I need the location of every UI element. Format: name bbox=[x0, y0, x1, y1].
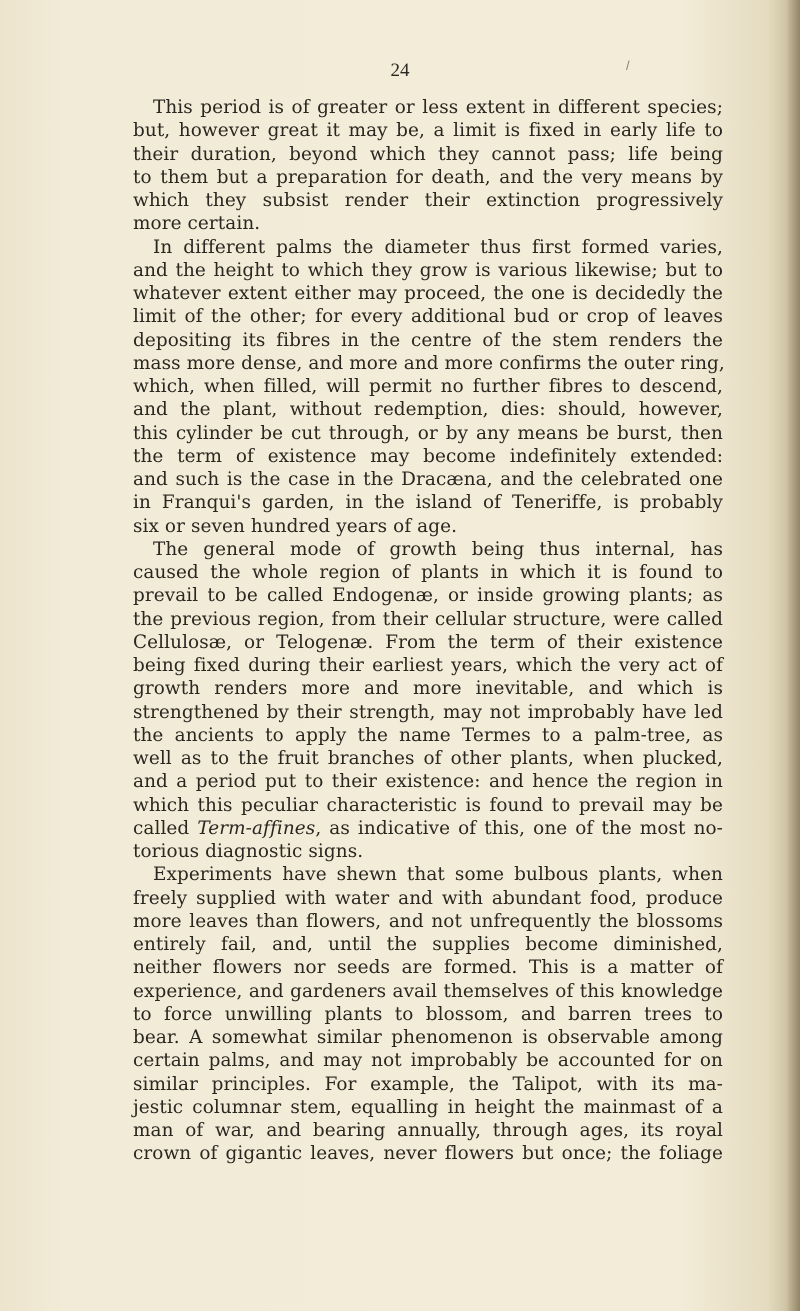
text-line: to force unwilling plants to blossom, and barren trees to bbox=[133, 1003, 723, 1025]
text-line: more leaves than flowers, and not unfrequently the blossoms bbox=[133, 910, 723, 932]
text-line: man of war, and bearing annually, through ages, its royal bbox=[133, 1120, 723, 1141]
text-line: depositing its fibres in the centre of the stem renders the bbox=[133, 329, 723, 351]
page-edge-shadow bbox=[786, 0, 800, 1311]
body-text bbox=[133, 96, 723, 1166]
text-line: experience, and gardeners avail themselves of this knowledge bbox=[133, 980, 723, 1002]
paragraph bbox=[133, 96, 723, 236]
page-number: 24 bbox=[390, 60, 410, 81]
text-line: crown of gigantic leaves, never flowers but once; the foliage bbox=[133, 1143, 723, 1165]
text-line: the term of existence may become indefinitely extended: bbox=[133, 445, 723, 467]
text-line: but, however great it may be, a limit is fixed in early life to bbox=[133, 120, 723, 142]
text-line: and the plant, without redemption, dies: should, however, bbox=[133, 399, 723, 421]
text-line: which this peculiar characteristic is found to prevail may be bbox=[133, 794, 723, 816]
text-line: growth renders more and more inevitable, and which is bbox=[133, 678, 723, 700]
text-line: more certain. bbox=[133, 213, 261, 235]
text-line: freely supplied with water and with abundant food, produce bbox=[133, 887, 723, 909]
paragraph bbox=[133, 236, 723, 538]
paragraph bbox=[133, 863, 723, 1165]
italic-term: Term-affines bbox=[197, 817, 316, 839]
text-line: six or seven hundred years of age. bbox=[133, 515, 458, 537]
text-line: called Term-affines, as indicative of this, one of the most no- bbox=[133, 817, 723, 839]
text-line: the ancients to apply the name Termes to a palm-tree, as bbox=[133, 724, 723, 746]
text-line: their duration, beyond which they cannot pass; life being bbox=[133, 143, 723, 165]
text-line: This period is of greater or less extent in different species; bbox=[153, 97, 723, 118]
text-line: bear. A somewhat similar phenomenon is observable among bbox=[133, 1027, 723, 1048]
text-line: jestic columnar stem, equalling in height the mainmast of a bbox=[133, 1096, 723, 1118]
text-line: strengthened by their strength, may not improbably have led bbox=[133, 701, 723, 723]
text-line: this cylinder be cut through, or by any means be burst, then bbox=[133, 422, 723, 444]
text-line: to them but a preparation for death, and the very means by bbox=[133, 166, 723, 188]
text-line: well as to the fruit branches of other plants, when plucked, bbox=[133, 748, 723, 769]
text-line: similar principles. For example, the Talipot, with its ma- bbox=[133, 1073, 723, 1095]
text-line: which they subsist render their extinction progressively bbox=[133, 190, 723, 211]
text-line: Cellulosæ, or Telogenæ. From the term of their existence bbox=[133, 631, 723, 653]
text-line: and the height to which they grow is various likewise; but to bbox=[133, 259, 723, 281]
text-line: torious diagnostic signs. bbox=[133, 841, 364, 862]
pencil-mark: / bbox=[626, 58, 630, 73]
text-line: Experiments have shewn that some bulbous plants, when bbox=[153, 864, 723, 886]
text-line: whatever extent either may proceed, the one is decidedly the bbox=[133, 283, 723, 304]
text-line: and such is the case in the Dracæna, and the celebrated one bbox=[133, 469, 723, 490]
text-line: being fixed during their earliest years, which the very act of bbox=[133, 655, 723, 676]
text-line: The general mode of growth being thus internal, has bbox=[153, 538, 723, 560]
text-line: entirely fail, and, until the supplies become diminished, bbox=[133, 934, 723, 955]
text-line: neither flowers nor seeds are formed. This is a matter of bbox=[133, 957, 723, 979]
text-line: certain palms, and may not improbably be accounted for on bbox=[133, 1050, 723, 1072]
text-line: mass more dense, and more and more confirms the outer ring, bbox=[133, 352, 725, 374]
text-line: In different palms the diameter thus first formed varies, bbox=[153, 236, 723, 258]
text-line: prevail to be called Endogenæ, or inside growing plants; as bbox=[133, 585, 723, 607]
text-line: caused the whole region of plants in which it is found to bbox=[133, 562, 723, 583]
paragraph bbox=[133, 538, 723, 864]
text-line: which, when filled, will permit no further fibres to descend, bbox=[133, 376, 723, 397]
text-line: in Franqui's garden, in the island of Teneriffe, is probably bbox=[133, 492, 723, 514]
text-line: limit of the other; for every additional bud or crop of leaves bbox=[133, 306, 723, 328]
text-line: and a period put to their existence: and hence the region in bbox=[133, 771, 723, 793]
text-line: the previous region, from their cellular structure, were called bbox=[133, 608, 723, 630]
